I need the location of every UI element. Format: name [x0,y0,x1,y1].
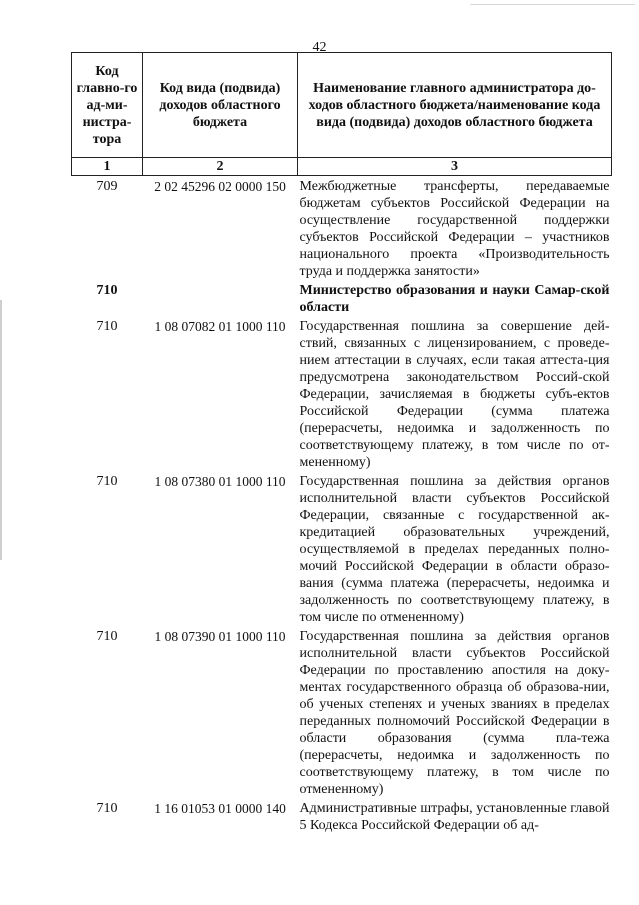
column-number: 2 [143,158,298,176]
table-row [72,471,612,626]
income-code: 1 08 07380 01 1000 110 [154,474,286,489]
income-code [143,280,298,316]
scan-edge-mark [0,300,2,560]
table-row [72,176,612,281]
column-number-row [72,158,612,176]
table-header-row [72,53,612,158]
admin-code: 709 [96,179,118,194]
income-code: 2 02 45296 02 0000 150 [154,179,286,194]
income-code: 1 08 07390 01 1000 110 [154,629,286,644]
header-admin-code: Код главно-го ад-ми-нистра-тора [72,53,143,158]
income-name: Государственная пошлина за совершение дей-ствий, связанных с лицензированием, с проведе-нием аттестации в случаях, если такая аттеста-ция предусмотрена законодательством Россий-ской Федерации, зачисляемая в бюджеты субъ-ектов Российской Федерации (сумма платежа (перерасчеты, недоимка и задолженность по соответствующему платежу, в том числе по от-мененному) [299,319,610,470]
header-income-code: Код вида (подвида) доходов областного бюджета [143,53,298,158]
column-number: 3 [298,158,612,176]
income-code: 1 08 07082 01 1000 110 [154,319,286,334]
header-name: Наименование главного администратора до-ходов областного бюджета/наименование кода вида (подвида) доходов областного бюджета [298,53,612,158]
table-row [72,316,612,471]
income-code: 1 16 01053 01 0000 140 [154,801,286,816]
admin-code: 710 [96,319,118,334]
income-name: Государственная пошлина за действия органов исполнительной власти субъектов Российской Федерации, связанные с государственной ак-кредитацией образовательных учреждений, осуществляемой в пределах переданных полно-мочий Российской Федерации в области образо-вания (сумма платежа (перерасчеты, недоимка и задолженность по соответствующему платежу, в том числе по отмененному) [299,474,610,625]
admin-code: 710 [96,801,118,816]
admin-code: 710 [96,474,118,489]
income-name: Межбюджетные трансферты, передаваемые бюджетам субъектов Российской Федерации на осуществление государственной поддержки субъектов Российской Федерации – участников национального проекта «Производительность труда и поддержка занятости» [299,179,610,279]
table-row [72,798,612,834]
income-name: Административные штрафы, установленные главой 5 Кодекса Российской Федерации об ад- [299,801,610,833]
table-row-administrator [72,280,612,316]
admin-code: 710 [96,629,118,644]
income-codes-table [71,52,612,834]
table-row [72,626,612,798]
administrator-name: Министерство образования и науки Самар-ской области [299,283,610,315]
income-name: Государственная пошлина за действия органов исполнительной власти субъектов Российской Федерации по проставлению апостиля на доку-ментах государственного образца об образова-нии, об ученых степенях и ученых званиях в пределах переданных полномочий Российской Федерации в области образования (сумма пла-тежа (перерасчеты, недоимка и задолженность по соответствующему платежу, в том числе по отмененному) [299,629,610,797]
scan-edge-mark [470,4,635,5]
page-number: 42 [312,40,327,55]
column-number: 1 [72,158,143,176]
admin-code: 710 [96,283,118,298]
